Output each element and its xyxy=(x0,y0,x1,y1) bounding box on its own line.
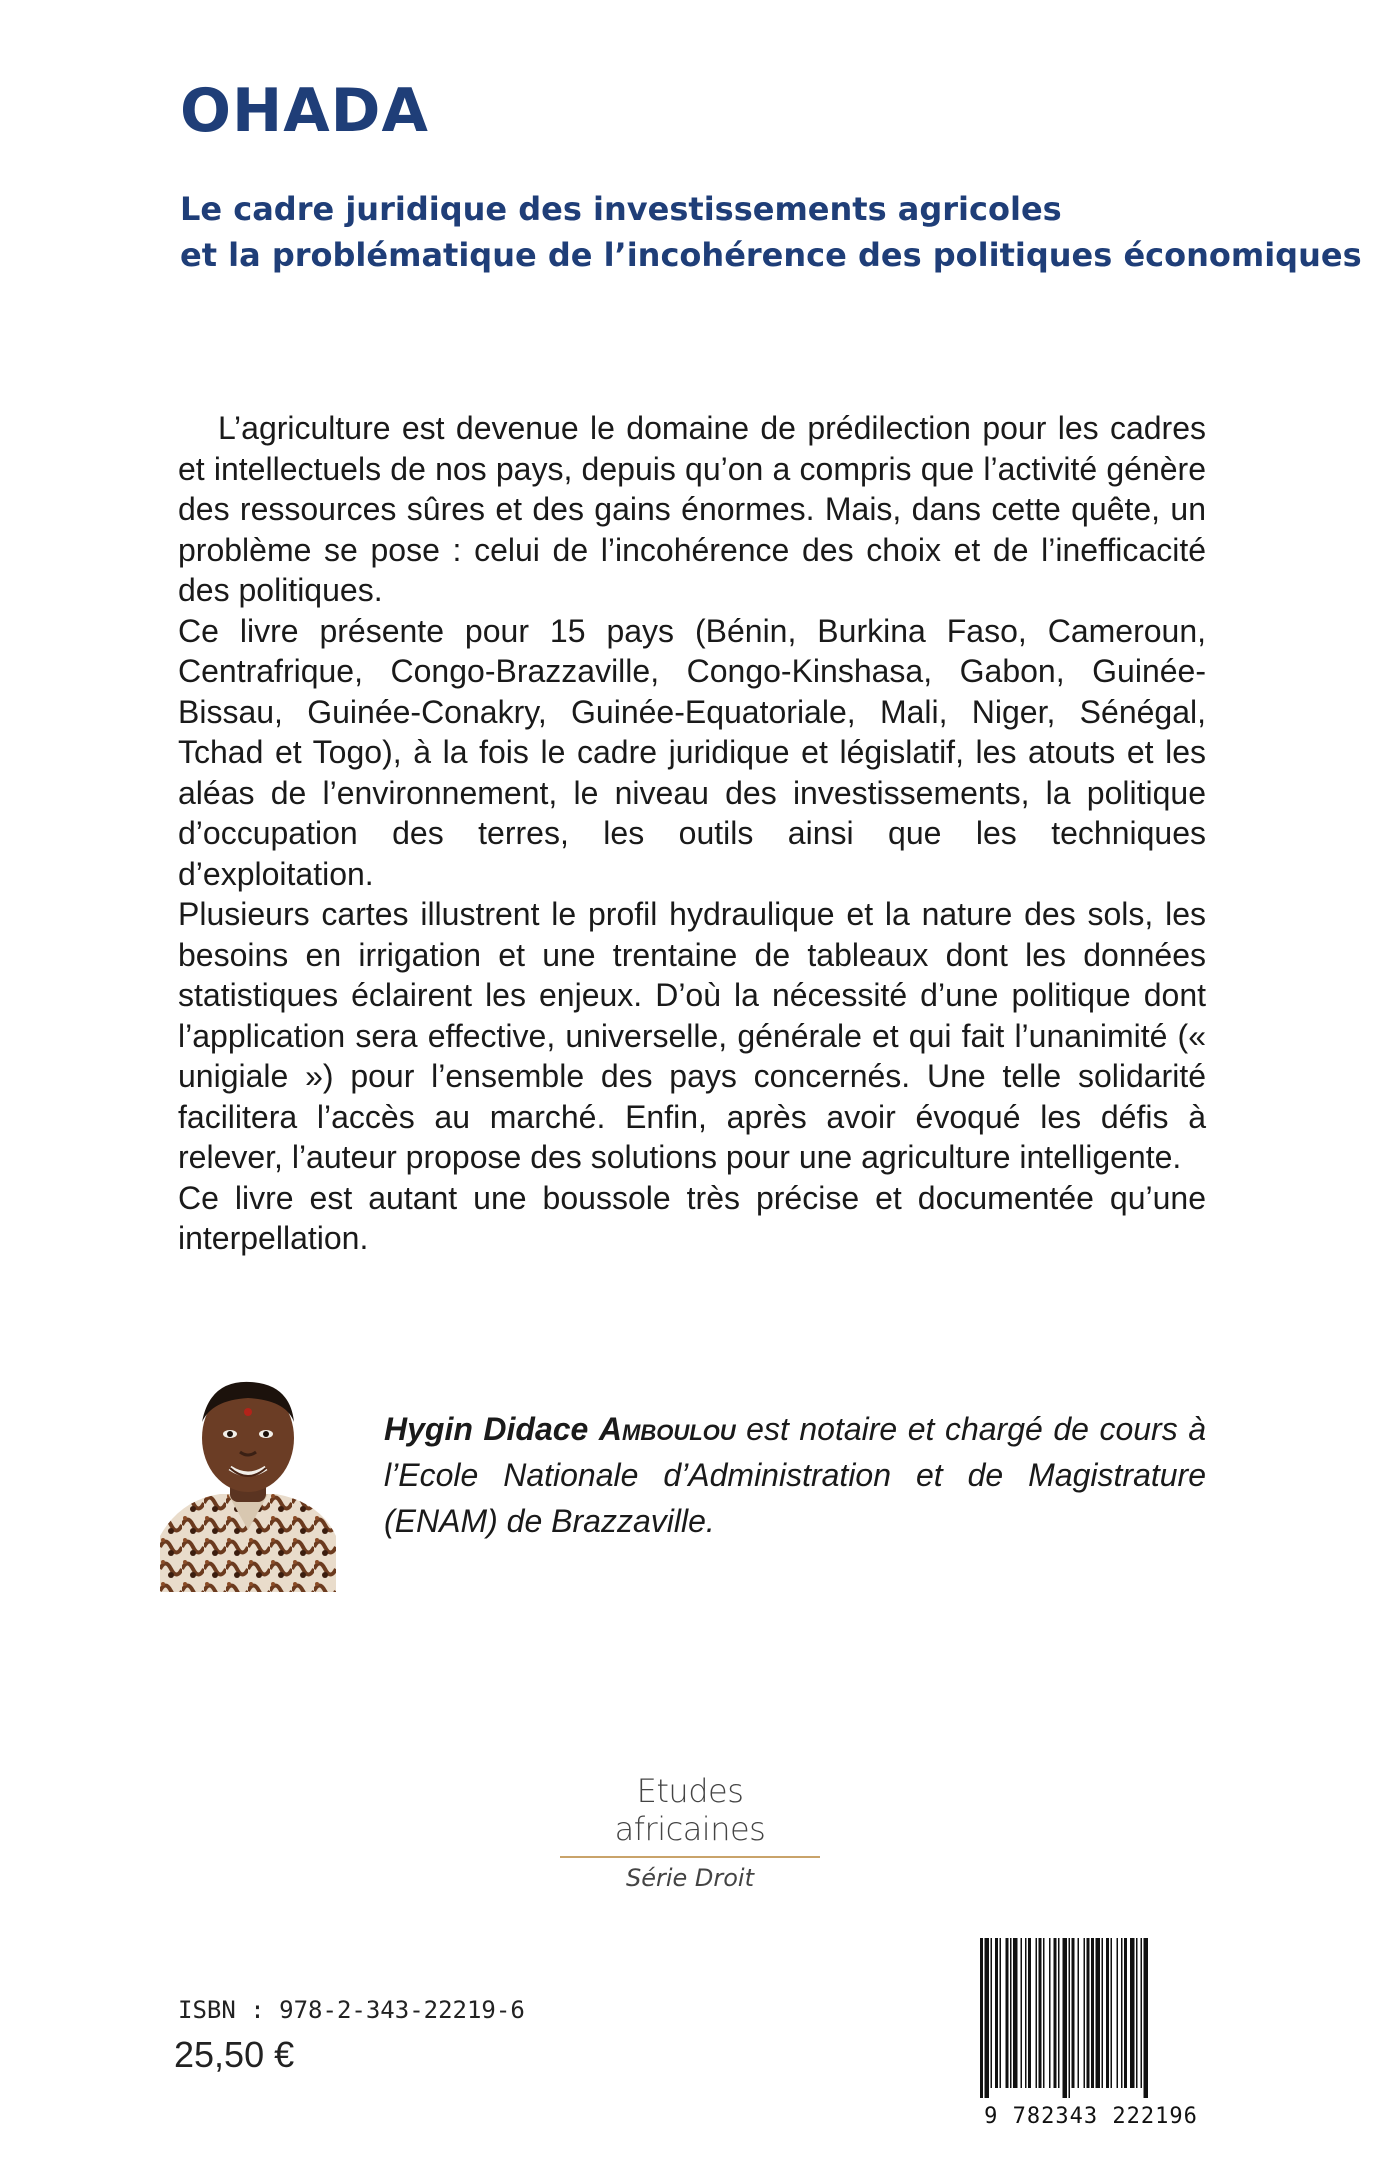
barcode-digits: 9 782343 222196 xyxy=(984,2104,1198,2129)
book-title: OHADA xyxy=(180,76,429,146)
barcode-bar xyxy=(1028,1938,1031,2088)
author-surname: Amboulou xyxy=(598,1411,736,1447)
book-subtitle xyxy=(180,186,1362,278)
collection-subseries: Série Droit xyxy=(625,1864,755,1892)
price-text: 25,50 € xyxy=(174,2034,295,2075)
author-bio-text: est notaire et chargé de cours à l’Ecole Nationale d’Administration et de Magistrature (ENAM) de Brazzaville. xyxy=(384,1411,1207,1539)
blurb-paragraph-2: Ce livre présente pour 15 pays (Bénin, Burkina Faso, Cameroun, Centrafrique, Congo-Brazzaville, Congo-Kinshasa, Gabon, Guinée-Bissau, Guinée-Conakry, Guinée-Equatoriale, Mali, Niger, Sénégal, Tchad et Togo), à la fois le cadre juridique et législatif, les atouts et les aléas de l’environnement, le niveau des investissements, la politique d’occupation des terres, les outils ainsi que les techniques d’exploitation. xyxy=(178,612,1206,892)
barcode-bar xyxy=(1141,1938,1143,2088)
barcode-bar xyxy=(1006,1938,1009,2088)
barcode-bar xyxy=(1013,1938,1018,2088)
barcode-bar xyxy=(1144,1938,1149,2098)
barcode-bar xyxy=(1106,1938,1109,2088)
barcode-bar xyxy=(985,1938,990,2098)
barcode-bar xyxy=(1096,1938,1101,2088)
barcode-bar xyxy=(1091,1938,1094,2088)
barcode-bar xyxy=(1036,1938,1038,2088)
barcode-bar xyxy=(991,1938,993,2088)
barcode-bar xyxy=(1058,1938,1060,2088)
barcode-bar xyxy=(1084,1938,1086,2088)
barcode-bar xyxy=(1010,1938,1012,2088)
author-bio xyxy=(384,1406,1206,1544)
barcode-bar xyxy=(1072,1938,1075,2088)
barcode-bar xyxy=(1130,1938,1135,2088)
barcode-bar xyxy=(1043,1938,1045,2088)
author-first-names: Hygin Didace xyxy=(384,1411,589,1447)
barcode-bar xyxy=(1121,1938,1123,2088)
blurb-paragraph-3: Plusieurs cartes illustrent le profil hydraulique et la nature des sols, les besoins en irrigation et une trentaine de tableaux dont les données statistiques éclairent les enjeux. D’où la nécessité d’une politique dont l’application sera effective, universelle, générale et qui fait l’unanimité (« unigiale ») pour l’ensemble des pays concernés. Une telle solidarité facilitera l’accès au marché. Enfin, après avoir évoqué les défis à relever, l’auteur propose des solutions pour une agriculture intelligente. xyxy=(178,896,1206,1175)
isbn-text: ISBN : 978-2-343-22219-6 xyxy=(178,1996,525,2024)
barcode-bar xyxy=(1087,1938,1090,2088)
subtitle-line-1: Le cadre juridique des investissements agricoles xyxy=(180,190,1062,228)
back-cover-blurb xyxy=(178,408,1206,1259)
barcode-bar xyxy=(995,1938,998,2088)
barcode-bar xyxy=(1111,1938,1113,2088)
barcode-bar xyxy=(1069,1938,1071,2098)
barcode-bar xyxy=(1117,1938,1119,2088)
blurb-paragraph-4: Ce livre est autant une boussole très précise et documentée qu’une interpellation. xyxy=(178,1179,1206,1256)
collection-series: Etudes africaines xyxy=(560,1772,820,1858)
barcode-bar xyxy=(1049,1938,1051,2088)
barcode-bar xyxy=(1124,1938,1127,2088)
collection-logo xyxy=(560,1772,820,1892)
barcode-bar xyxy=(1054,1938,1057,2088)
barcode-bar xyxy=(1078,1938,1080,2088)
barcode-bar xyxy=(1039,1938,1042,2088)
barcode-bar xyxy=(1136,1938,1138,2088)
barcode-bar xyxy=(1025,1938,1027,2088)
barcode-image xyxy=(976,1938,1206,2098)
barcode-bar xyxy=(1063,1938,1068,2098)
barcode-bar xyxy=(980,1938,983,2098)
barcode-bar xyxy=(1102,1938,1104,2088)
author-portrait-image xyxy=(160,1360,336,1592)
subtitle-line-2: et la problématique de l’incohérence des politiques économiques xyxy=(180,236,1362,274)
author-photo xyxy=(160,1360,336,1592)
barcode-bar xyxy=(1021,1938,1023,2088)
blurb-paragraph-1: L’agriculture est devenue le domaine de prédilection pour les cadres et intellectuels de nos pays, depuis qu’on a compris que l’activité génère des ressources sûres et des gains énormes. Mais, dans cette quête, un problème se pose : celui de l’incohérence des choix et de l’inefficacité des politiques. xyxy=(178,410,1206,608)
barcode-bar xyxy=(1000,1938,1002,2088)
